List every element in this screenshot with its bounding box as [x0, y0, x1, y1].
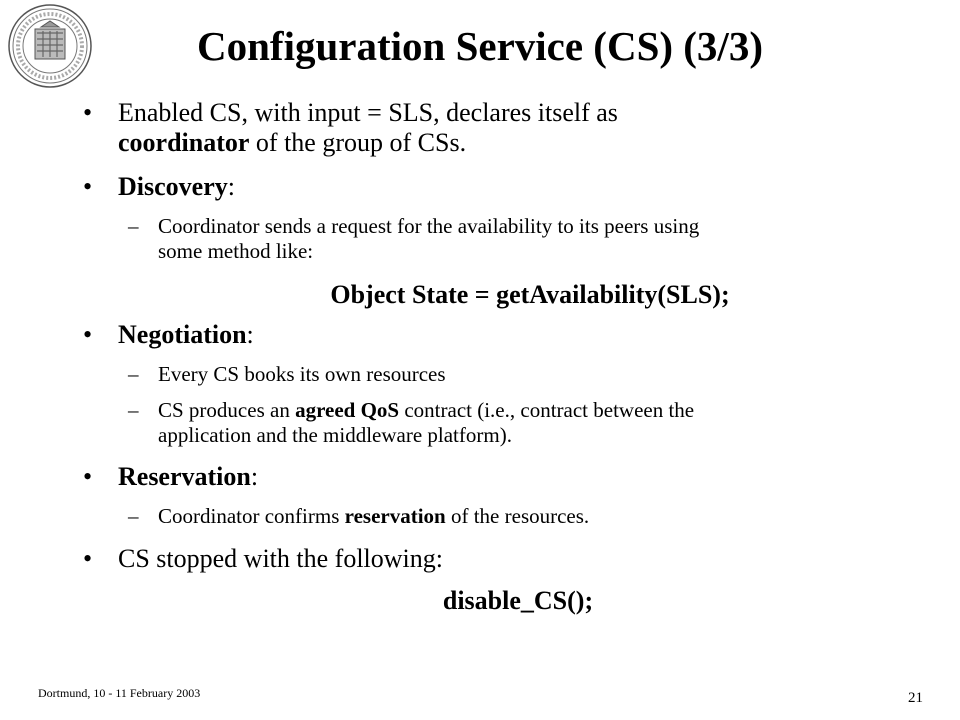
sub-bullet-confirm-reservation [128, 504, 858, 529]
bullet-reservation [83, 462, 878, 492]
bullet-dot: • [83, 320, 93, 349]
bullet-bold-text: Negotiation [118, 320, 247, 349]
bullet-negotiation [83, 320, 878, 350]
bullet-dot: • [83, 98, 93, 127]
sub-bullet-bold-text: reservation [344, 504, 446, 528]
sub-bullet-books-resources [128, 362, 858, 387]
sub-bullet-text: Every CS books its own resources [158, 362, 446, 386]
footer-date: Dortmund, 10 - 11 February 2003 [38, 686, 201, 700]
page-number: 21 [908, 690, 923, 706]
bullet-dot: • [83, 462, 93, 491]
slide-title: Configuration Service (CS) (3/3) [197, 23, 763, 69]
bullet-dot: • [83, 544, 93, 573]
bullet-text: Enabled CS, with input = SLS, declares itself as [118, 98, 618, 127]
sub-bullet-bold-text: agreed QoS [295, 398, 400, 422]
bullet-bold-text: Discovery [118, 172, 228, 201]
sub-bullet-text-continued: contract (i.e., contract between the [399, 398, 695, 422]
sub-bullet-coordinator-request [128, 214, 858, 264]
sub-bullet-text-continued: of the resources. [445, 504, 590, 528]
sub-bullet-dash: – [128, 214, 139, 238]
bullet-enabled-cs [83, 98, 878, 158]
bullet-text-continued: of the group of CSs. [249, 128, 467, 157]
sub-bullet-text: Coordinator sends a request for the availability to its peers using [158, 214, 700, 238]
bullet-text: : [227, 172, 235, 201]
bullet-dot: • [83, 172, 93, 201]
sub-bullet-dash: – [128, 362, 139, 386]
code-disable-cs: disable_CS(); [442, 586, 594, 615]
sub-bullet-dash: – [128, 398, 139, 422]
bullet-bold-text: coordinator [118, 128, 250, 157]
sub-bullet-text: CS produces an [158, 398, 296, 422]
sub-bullet-text: Coordinator confirms [158, 504, 345, 528]
bullet-text: : [246, 320, 254, 349]
sub-bullet-text-line2: application and the middleware platform). [158, 423, 512, 447]
sub-bullet-text-line2: some method like: [158, 239, 314, 263]
bullet-cs-stopped [83, 544, 878, 574]
sub-bullet-dash: – [128, 504, 139, 528]
bullet-text: : [250, 462, 259, 491]
code-get-availability: Object State = getAvailability(SLS); [330, 280, 730, 309]
bullet-discovery [83, 172, 878, 202]
sub-bullet-agreed-qos [128, 398, 858, 448]
bullet-bold-text: Reservation [118, 462, 251, 491]
bullet-text: CS stopped with the following: [118, 544, 443, 573]
